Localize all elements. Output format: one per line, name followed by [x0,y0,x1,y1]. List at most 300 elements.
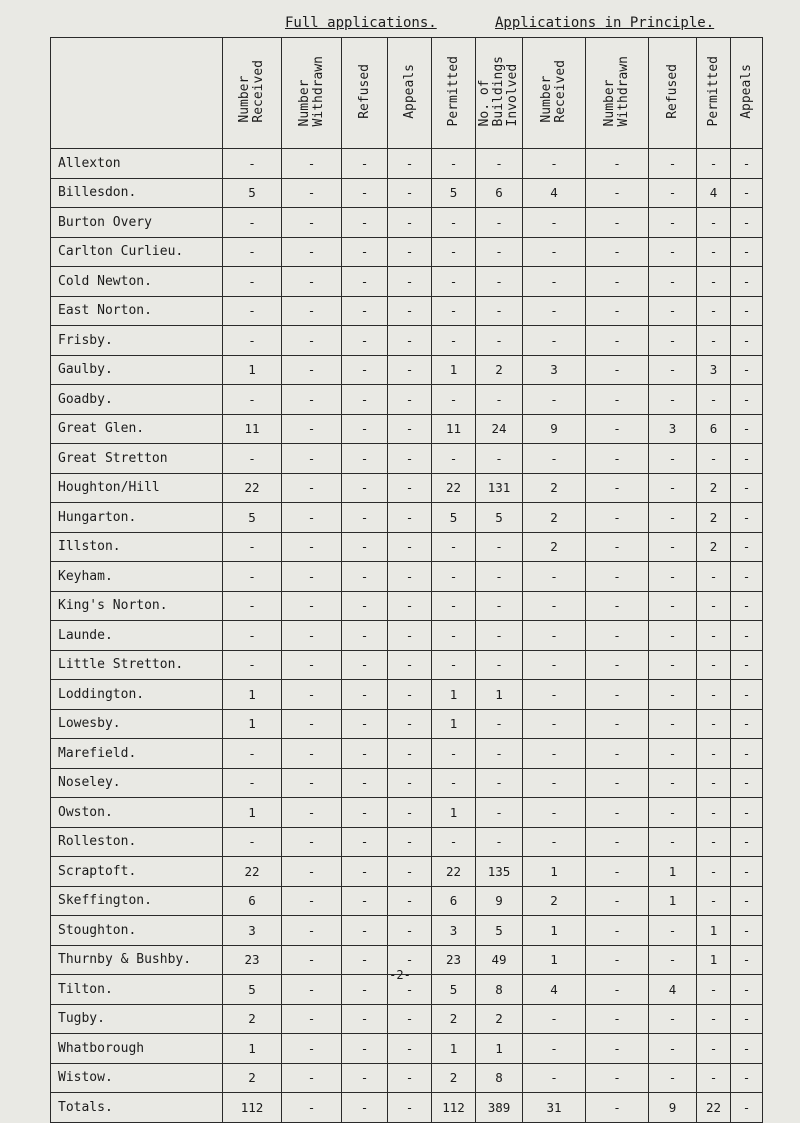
place-name: Noseley. [51,768,223,798]
table-cell: - [523,296,586,326]
table-cell: - [342,562,388,592]
table-cell: - [649,326,697,356]
table-cell: - [649,503,697,533]
table-row [51,1063,763,1093]
table-cell: - [342,1063,388,1093]
table-cell: 1 [649,857,697,887]
table-cell: - [476,237,523,267]
table-cell: - [476,444,523,474]
table-cell: 6 [432,886,476,916]
table-cell: - [388,178,432,208]
table-cell: 1 [697,916,731,946]
table-cell: - [342,591,388,621]
place-name: Hungarton. [51,503,223,533]
table-cell: 4 [523,178,586,208]
table-cell: - [586,326,649,356]
place-name: Keyham. [51,562,223,592]
table-cell: - [223,326,282,356]
table-cell: - [649,208,697,238]
table-cell: 2 [223,1004,282,1034]
table-cell: - [342,178,388,208]
table-cell: - [282,503,342,533]
place-name: Carlton Curlieu. [51,237,223,267]
table-cell: - [282,798,342,828]
place-name: Lowesby. [51,709,223,739]
column-header: Number Withdrawn [282,38,342,149]
table-cell: - [388,827,432,857]
table-cell: - [697,739,731,769]
table-cell: 5 [476,503,523,533]
table-cell: - [476,267,523,297]
table-cell: 9 [649,1093,697,1123]
table-cell: 1 [649,886,697,916]
table-cell: - [649,591,697,621]
table-cell: - [697,680,731,710]
table-cell: 11 [432,414,476,444]
table-cell: - [476,562,523,592]
table-cell: - [388,621,432,651]
place-name: Great Glen. [51,414,223,444]
table-row [51,680,763,710]
table-cell: - [388,650,432,680]
table-cell: 1 [223,355,282,385]
table-cell: - [586,857,649,887]
place-name: King's Norton. [51,591,223,621]
table-cell: - [342,444,388,474]
table-cell: - [523,1004,586,1034]
table-cell: 5 [432,975,476,1005]
place-name: Houghton/Hill [51,473,223,503]
place-name: Thurnby & Bushby. [51,945,223,975]
table-cell: - [388,385,432,415]
table-cell: - [476,326,523,356]
place-name: Marefield. [51,739,223,769]
table-cell: - [388,267,432,297]
table-cell: - [342,857,388,887]
table-cell: - [697,385,731,415]
table-cell: - [731,827,763,857]
table-cell: - [586,975,649,1005]
table-cell: 1 [523,916,586,946]
table-cell: - [649,355,697,385]
table-cell: - [586,621,649,651]
column-header: Appeals [731,38,763,149]
table-cell: - [476,709,523,739]
table-cell: 2 [476,1004,523,1034]
table-cell: - [388,680,432,710]
table-cell: - [649,149,697,179]
table-cell: - [731,1034,763,1064]
table-cell: - [586,1093,649,1123]
table-cell: 2 [523,886,586,916]
place-name: Launde. [51,621,223,651]
table-cell: - [342,503,388,533]
table-cell: - [731,267,763,297]
table-cell: - [282,650,342,680]
table-cell: - [523,562,586,592]
place-name: Tilton. [51,975,223,1005]
table-cell: - [731,650,763,680]
table-cell: - [342,296,388,326]
table-cell: - [476,621,523,651]
table-cell: - [432,149,476,179]
table-cell: - [388,326,432,356]
table-cell: 22 [432,473,476,503]
place-name: Illston. [51,532,223,562]
table-cell: - [388,149,432,179]
table-cell: - [649,739,697,769]
table-cell: 22 [223,473,282,503]
table-cell: - [388,1063,432,1093]
table-cell: - [476,739,523,769]
place-name: Gaulby. [51,355,223,385]
table-cell: 1 [223,798,282,828]
place-name: Rolleston. [51,827,223,857]
table-cell: - [282,532,342,562]
table-cell: 4 [523,975,586,1005]
table-cell: - [432,739,476,769]
table-row [51,385,763,415]
table-cell: - [342,1004,388,1034]
table-cell: - [523,267,586,297]
table-cell: - [342,886,388,916]
table-cell: - [649,1004,697,1034]
table-cell: - [432,326,476,356]
place-name: Frisby. [51,326,223,356]
table-cell: 1 [432,355,476,385]
table-cell: 2 [697,503,731,533]
table-cell: - [731,857,763,887]
table-cell: - [523,680,586,710]
table-cell: 1 [523,857,586,887]
table-cell: - [223,296,282,326]
table-cell: 2 [697,532,731,562]
table-cell: 11 [223,414,282,444]
table-cell: - [282,444,342,474]
table-cell: - [523,591,586,621]
table-cell: - [586,503,649,533]
table-cell: - [432,296,476,326]
table-cell: 3 [697,355,731,385]
table-cell: - [388,473,432,503]
table-cell: - [342,975,388,1005]
table-cell: - [388,798,432,828]
table-cell: 5 [223,975,282,1005]
table-cell: - [388,916,432,946]
table-cell: - [388,414,432,444]
table-cell: - [223,591,282,621]
table-cell: - [697,208,731,238]
table-cell: 2 [697,473,731,503]
table-cell: 112 [223,1093,282,1123]
table-cell: - [523,768,586,798]
place-name: Little Stretton. [51,650,223,680]
table-cell: - [731,326,763,356]
table-row [51,857,763,887]
table-cell: 131 [476,473,523,503]
table-cell: - [342,473,388,503]
place-name: Scraptoft. [51,857,223,887]
table-cell: 49 [476,945,523,975]
table-row [51,1034,763,1064]
table-cell: - [731,444,763,474]
table-cell: - [649,650,697,680]
table-cell: - [223,621,282,651]
table-row [51,503,763,533]
table-cell: - [432,532,476,562]
table-row [51,267,763,297]
table-cell: - [342,532,388,562]
table-cell: - [649,827,697,857]
table-cell: - [388,739,432,769]
table-cell: - [388,975,432,1005]
table-cell: - [223,562,282,592]
table-cell: - [523,1063,586,1093]
table-cell: 1 [223,1034,282,1064]
table-cell: - [223,827,282,857]
table-cell: - [523,621,586,651]
table-cell: - [223,532,282,562]
table-cell: - [731,945,763,975]
table-cell: 1 [523,945,586,975]
table-cell: - [282,680,342,710]
table-cell: - [731,149,763,179]
table-cell: 2 [432,1004,476,1034]
table-cell: 8 [476,1063,523,1093]
applications-table [50,37,763,1123]
table-cell: - [476,827,523,857]
table-cell: - [432,267,476,297]
table-cell: - [523,739,586,769]
table-cell: 1 [476,680,523,710]
table-cell: - [432,827,476,857]
table-cell: - [697,591,731,621]
table-cell: - [649,709,697,739]
place-name: Loddington. [51,680,223,710]
table-cell: - [342,414,388,444]
table-cell: - [432,237,476,267]
table-cell: 1 [223,709,282,739]
table-cell: - [282,709,342,739]
table-cell: - [697,1034,731,1064]
table-cell: - [586,414,649,444]
table-cell: - [432,621,476,651]
table-cell: - [388,591,432,621]
table-cell: - [282,267,342,297]
table-cell: 9 [476,886,523,916]
table-cell: - [342,709,388,739]
column-header: Permitted [697,38,731,149]
table-cell: - [586,532,649,562]
table-cell: - [731,739,763,769]
table-cell: - [342,680,388,710]
table-cell: - [586,296,649,326]
column-header: Refused [342,38,388,149]
table-row [51,886,763,916]
table-cell: - [697,326,731,356]
table-row [51,178,763,208]
table-cell: - [697,768,731,798]
table-cell: - [223,237,282,267]
table-cell: - [731,1004,763,1034]
page-number: -2- [389,968,411,982]
table-cell: 4 [649,975,697,1005]
table-cell: - [223,208,282,238]
table-cell: - [586,591,649,621]
table-cell: - [586,1034,649,1064]
table-cell: 22 [697,1093,731,1123]
table-cell: - [586,1063,649,1093]
group-titles [0,15,800,35]
table-cell: 5 [223,178,282,208]
table-cell: - [586,267,649,297]
table-cell: - [342,237,388,267]
table-cell: - [476,591,523,621]
table-cell: - [282,1093,342,1123]
table-cell: - [649,562,697,592]
table-cell: 1 [432,1034,476,1064]
table-row [51,237,763,267]
table-cell: - [586,562,649,592]
table-row [51,296,763,326]
table-cell: - [697,798,731,828]
table-cell: - [523,237,586,267]
table-cell: - [388,1093,432,1123]
table-cell: - [586,149,649,179]
table-row [51,916,763,946]
table-cell: 389 [476,1093,523,1123]
table-cell: - [731,562,763,592]
table-cell: - [282,562,342,592]
table-cell: - [697,1004,731,1034]
table-cell: - [731,296,763,326]
table-cell: - [697,267,731,297]
table-cell: - [282,326,342,356]
table-cell: 22 [432,857,476,887]
table-cell: - [432,444,476,474]
column-header: Number Received [523,38,586,149]
table-cell: 1 [432,798,476,828]
table-cell: 2 [523,532,586,562]
place-name: Stoughton. [51,916,223,946]
place-name: Billesdon. [51,178,223,208]
table-cell: - [586,827,649,857]
table-cell: 3 [523,355,586,385]
table-cell: - [388,1034,432,1064]
table-cell: - [731,886,763,916]
table-cell: - [523,208,586,238]
table-cell: - [586,680,649,710]
table-cell: - [432,768,476,798]
table-cell: - [432,650,476,680]
table-cell: - [731,208,763,238]
table-cell: 2 [476,355,523,385]
full-applications-title: Full applications. [285,15,437,31]
table-cell: 5 [432,178,476,208]
place-name: Goadby. [51,385,223,415]
table-cell: 3 [649,414,697,444]
table-cell: - [388,709,432,739]
table-cell: 1 [223,680,282,710]
place-name: Great Stretton [51,444,223,474]
table-cell: - [731,385,763,415]
table-cell: - [282,621,342,651]
table-cell: - [523,798,586,828]
table-cell: - [388,208,432,238]
table-cell: - [586,709,649,739]
column-header: No. of Buildings Involved [476,38,523,149]
table-cell: - [282,473,342,503]
table-cell: - [523,444,586,474]
table-cell: - [697,650,731,680]
table-cell: - [731,355,763,385]
place-header [51,38,223,149]
table-cell: - [649,385,697,415]
table-cell: - [342,827,388,857]
table-cell: - [523,709,586,739]
table-row [51,827,763,857]
table-cell: 3 [432,916,476,946]
table-cell: - [342,945,388,975]
table-cell: - [523,827,586,857]
table-row [51,355,763,385]
table-cell: - [649,680,697,710]
table-cell: - [731,591,763,621]
table-cell: - [342,1034,388,1064]
table-cell: - [432,208,476,238]
table-cell: - [697,296,731,326]
table-cell: - [388,1004,432,1034]
table-cell: - [432,385,476,415]
table-cell: - [697,621,731,651]
table-row [51,798,763,828]
table-cell: - [432,591,476,621]
table-cell: - [649,296,697,326]
table-cell: - [523,326,586,356]
table-cell: - [342,650,388,680]
table-cell: - [697,444,731,474]
place-name: Burton Overy [51,208,223,238]
table-cell: - [586,886,649,916]
table-cell: - [282,1034,342,1064]
table-row [51,562,763,592]
table-cell: - [586,945,649,975]
table-cell: - [388,355,432,385]
table-cell: - [282,857,342,887]
table-cell: - [476,296,523,326]
table-cell: - [282,591,342,621]
table-row [51,532,763,562]
table-cell: - [731,178,763,208]
column-header: Appeals [388,38,432,149]
table-cell: 3 [223,916,282,946]
table-cell: - [476,798,523,828]
table-row [51,768,763,798]
table-cell: - [586,355,649,385]
place-name: Totals. [51,1093,223,1123]
table-cell: - [223,385,282,415]
table-cell: - [586,1004,649,1034]
table-cell: - [523,149,586,179]
column-header: Permitted [432,38,476,149]
table-row [51,444,763,474]
table-cell: - [282,827,342,857]
table-cell: - [223,149,282,179]
table-cell: - [586,385,649,415]
place-name: East Norton. [51,296,223,326]
table-cell: - [282,1004,342,1034]
table-cell: - [697,709,731,739]
